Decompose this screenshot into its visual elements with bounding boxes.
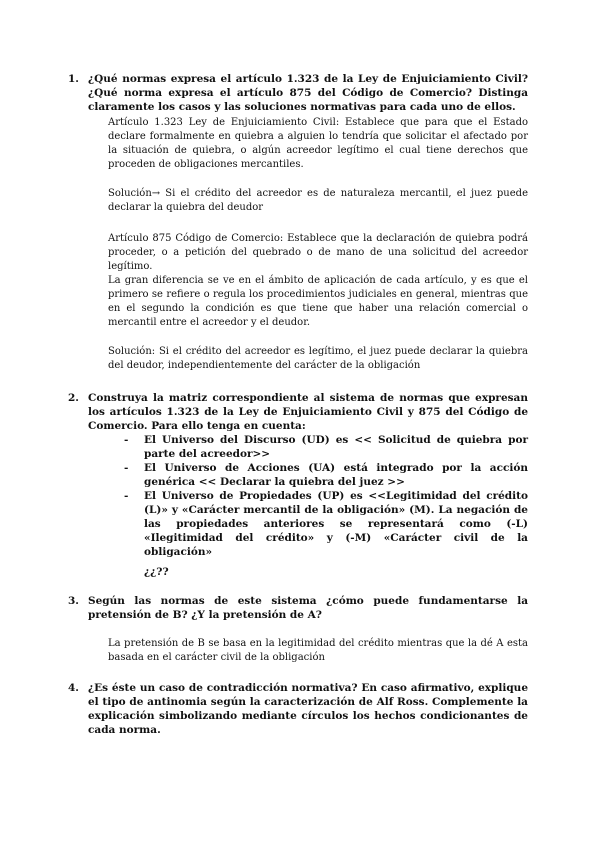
answer-paragraph: Artículo 875 Código de Comercio: Establece que la declaración de quiebra podrá proceder, o a petición del quebrado o de mano de una solicitud del acreedor legítimo.	[108, 233, 528, 272]
question-3	[68, 594, 528, 622]
question-number: 3.	[68, 595, 79, 607]
question-2	[68, 391, 528, 433]
answer-paragraph: Solución→ Si el crédito del acreedor es de naturaleza mercantil, el juez puede declarar la quiebra del deudor	[108, 188, 528, 213]
question-text: ¿Qué normas expresa el artículo 1.323 de la Ley de Enjuiciamiento Civil? ¿Qué norma expresa el artículo 875 del Código de Comercio? Distinga claramente los casos y las soluciones normativas para cada uno de ellos.	[88, 73, 528, 113]
question-number: 2.	[68, 392, 79, 404]
question-text: ¿Es éste un caso de contradicción normativa? En caso afirmativo, explique el tipo de antinomia según la caracterización de Alf Ross. Complemente la explicación simbolizando mediante círculos los hechos condicionantes de cada norma.	[88, 682, 528, 736]
bullet-item: - El Universo de Acciones (UA) está integrado por la acción genérica << Declarar la quiebra del juez >>	[124, 462, 528, 488]
bullet-list	[124, 433, 528, 559]
question-number: 1.	[68, 73, 79, 85]
question-number: 4.	[68, 682, 79, 694]
answer-paragraph: La gran diferencia se ve en el ámbito de aplicación de cada artículo, y es que el primero se refiere o regula los procedimientos judiciales en general, mientras que en el segundo la condición es que tiene que haber una relación comercial o mercantil entre el acreedor y el deudor.	[108, 275, 528, 328]
question-text: Construya la matriz correspondiente al sistema de normas que expresan los artículos 1.323 de la Ley de Enjuiciamiento Civil y 875 del Código de Comercio. Para ello tenga en cuenta:	[88, 392, 528, 432]
question-1	[68, 72, 528, 114]
bullet-item: - El Universo de Propiedades (UP) es <<Legitimidad del crédito (L)» y «Carácter mercantil de la obligación» (M). La negación de las propiedades anteriores se representará como (-L) «Ilegitimidad del crédito» y (-M) «Carácter civil de la obligación»	[124, 490, 528, 558]
bullet-item: - El Universo del Discurso (UD) es << Solicitud de quiebra por parte del acreedor>>	[124, 434, 528, 460]
answer-paragraph: Artículo 1.323 Ley de Enjuiciamiento Civil: Establece que para que el Estado declare formalmente en quiebra a alguien lo tendría que solicitar el afectado por la situación de quiebra, o algún acreedor legítimo el cual tiene derechos que proceden de obligaciones mercantiles.	[108, 117, 528, 170]
answer-paragraph: La pretensión de B se basa en la legitimidad del crédito mientras que la dé A esta basada en el carácter civil de la obligación	[108, 638, 528, 663]
placeholder-text: ¿¿??	[144, 566, 169, 578]
answer-paragraph: Solución: Si el crédito del acreedor es legítimo, el juez puede declarar la quiebra del deudor, independientemente del carácter de la obligación	[108, 346, 528, 371]
question-text: Según las normas de este sistema ¿cómo puede fundamentarse la pretensión de B? ¿Y la pretensión de A?	[88, 595, 528, 621]
question-4	[68, 681, 528, 737]
